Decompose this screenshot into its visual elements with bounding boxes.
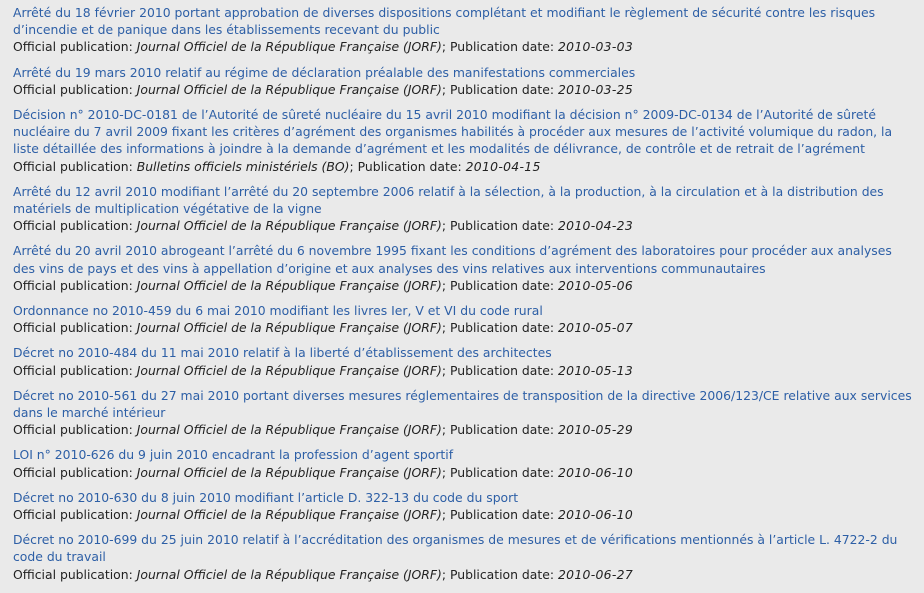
list-item — [13, 531, 916, 583]
entry-title-link[interactable]: Arrêté du 19 mars 2010 relatif au régime de déclaration préalable des manifestations commerciales — [13, 64, 636, 80]
entry-title-link[interactable]: Décret no 2010-561 du 27 mai 2010 portant diverses mesures réglementaires de transposition de la directive 2006/123/CE relative aux services dans le marché intérieur — [13, 387, 912, 421]
publication-date-label: Publication date: — [449, 464, 555, 480]
entry-meta — [13, 158, 916, 175]
publication-date: 2010-06-10 — [558, 464, 634, 480]
official-publication-label: Official publication: — [13, 464, 133, 480]
list-item — [13, 242, 916, 294]
publication-date: 2010-04-23 — [558, 218, 634, 234]
official-publication-label: Official publication: — [13, 81, 133, 97]
official-publication-label: Official publication: — [13, 158, 133, 174]
publication-date: 2010-05-13 — [558, 362, 634, 378]
entry-title-link[interactable]: Ordonnance no 2010-459 du 6 mai 2010 modifiant les livres Ier, V et VI du code rural — [13, 303, 543, 319]
entry-meta — [13, 217, 916, 234]
publication-date: 2010-05-29 — [558, 422, 634, 438]
publication-date-label: Publication date: — [449, 277, 555, 293]
publication-date-label: Publication date: — [449, 320, 555, 336]
official-publication-label: Official publication: — [13, 320, 133, 336]
list-item — [13, 344, 916, 378]
official-publication-label: Official publication: — [13, 277, 133, 293]
publication-date-label: Publication date: — [449, 81, 555, 97]
meta-separator: ; — [441, 507, 447, 523]
entry-meta — [13, 362, 916, 379]
official-publication-label: Official publication: — [13, 566, 133, 582]
publication-date-label: Publication date: — [449, 218, 555, 234]
entry-meta — [13, 421, 916, 438]
entry-title-link[interactable]: Décret no 2010-630 du 8 juin 2010 modifiant l’article D. 322-13 du code du sport — [13, 489, 519, 505]
publication-date-label: Publication date: — [449, 362, 555, 378]
meta-separator: ; — [349, 158, 354, 174]
entry-meta — [13, 81, 916, 98]
publication-date: 2010-05-07 — [558, 320, 634, 336]
journal-name: Journal Officiel de la République Française (JORF) — [136, 566, 442, 582]
meta-separator: ; — [441, 81, 447, 97]
journal-name: Journal Officiel de la République Française (JORF) — [136, 422, 442, 438]
official-publication-label: Official publication: — [13, 39, 133, 55]
publication-date: 2010-06-10 — [558, 507, 634, 523]
entry-title-link[interactable]: Décret no 2010-699 du 25 juin 2010 relatif à l’accréditation des organismes de mesures et de vérifications mentionnés à l’article L. 4722-2 du code du travail — [13, 532, 898, 565]
journal-name: Journal Officiel de la République Française (JORF) — [136, 218, 442, 234]
journal-name: Journal Officiel de la République Française (JORF) — [136, 320, 442, 336]
publication-date: 2010-06-27 — [558, 566, 634, 582]
official-publication-label: Official publication: — [13, 507, 133, 523]
official-publication-label: Official publication: — [13, 362, 133, 378]
journal-name: Journal Officiel de la République Française (JORF) — [136, 362, 442, 378]
list-item — [13, 387, 916, 439]
entry-meta — [13, 277, 916, 294]
list-item — [13, 489, 916, 523]
publication-date-label: Publication date: — [449, 507, 555, 523]
publication-date: 2010-04-15 — [465, 158, 541, 174]
publication-date-label: Publication date: — [357, 158, 462, 174]
meta-separator: ; — [441, 566, 447, 582]
meta-separator: ; — [441, 218, 447, 234]
journal-name: Journal Officiel de la République Française (JORF) — [136, 464, 442, 480]
entry-meta — [13, 566, 916, 583]
entry-title-link[interactable]: Décret no 2010-484 du 11 mai 2010 relatif à la liberté d’établissement des architectes — [13, 345, 552, 361]
publication-date-label: Publication date: — [449, 39, 555, 55]
list-item — [13, 4, 916, 56]
meta-separator: ; — [441, 320, 447, 336]
entry-title-link[interactable]: Décision n° 2010-DC-0181 de l’Autorité de sûreté nucléaire du 15 avril 2010 modifiant la décision n° 2009-DC-0134 de l’Autorité de sûreté nucléaire du 7 avril 2009 fixant les critères d’agrément des organismes habilités à procéder aux mesures de l’activité volumique du radon, la liste détaillée des informations à joindre à la demande d’agrément et les modalités de délivrance, de contrôle et de retrait de l’agrément — [13, 107, 893, 157]
entry-meta — [13, 464, 916, 481]
journal-name: Journal Officiel de la République Française (JORF) — [136, 277, 442, 293]
publication-date-label: Publication date: — [449, 422, 555, 438]
journal-name: Journal Officiel de la République Française (JORF) — [136, 39, 442, 55]
publication-date: 2010-03-25 — [558, 81, 634, 97]
entry-title-link[interactable]: Arrêté du 18 février 2010 portant approbation de diverses dispositions complétant et modifiant le règlement de sécurité contre les risques d’incendie et de panique dans les établissements recevant du public — [13, 5, 876, 38]
entry-title-link[interactable]: LOI n° 2010-626 du 9 juin 2010 encadrant la profession d’agent sportif — [13, 447, 454, 463]
list-item — [13, 302, 916, 336]
entry-title-link[interactable]: Arrêté du 12 avril 2010 modifiant l’arrêté du 20 septembre 2006 relatif à la sélection, à la production, à la circulation et à la distribution des matériels de multiplication végétative de la vigne — [13, 183, 884, 217]
meta-separator: ; — [441, 277, 447, 293]
list-item — [13, 64, 916, 98]
official-publication-label: Official publication: — [13, 218, 133, 234]
entry-meta — [13, 506, 916, 523]
meta-separator: ; — [441, 39, 447, 55]
meta-separator: ; — [441, 422, 447, 438]
journal-name: Journal Officiel de la République Française (JORF) — [136, 507, 442, 523]
publication-date: 2010-05-06 — [558, 277, 634, 293]
journal-name: Bulletins officiels ministériels (BO) — [136, 158, 350, 174]
entry-meta — [13, 38, 916, 55]
journal-name: Journal Officiel de la République Française (JORF) — [136, 81, 442, 97]
entry-meta — [13, 319, 916, 336]
publication-date-label: Publication date: — [449, 566, 555, 582]
publication-date: 2010-03-03 — [558, 39, 634, 55]
list-item — [13, 183, 916, 235]
list-item — [13, 106, 916, 175]
meta-separator: ; — [441, 464, 447, 480]
meta-separator: ; — [441, 362, 447, 378]
list-item — [13, 446, 916, 480]
entry-title-link[interactable]: Arrêté du 20 avril 2010 abrogeant l’arrêté du 6 novembre 1995 fixant les conditions d’agrément des laboratoires pour procéder aux analyses des vins de pays et des vins à appellation d’origine et aux analyses des vins relatives aux interventions communautaires — [13, 243, 892, 276]
official-publication-label: Official publication: — [13, 422, 133, 438]
